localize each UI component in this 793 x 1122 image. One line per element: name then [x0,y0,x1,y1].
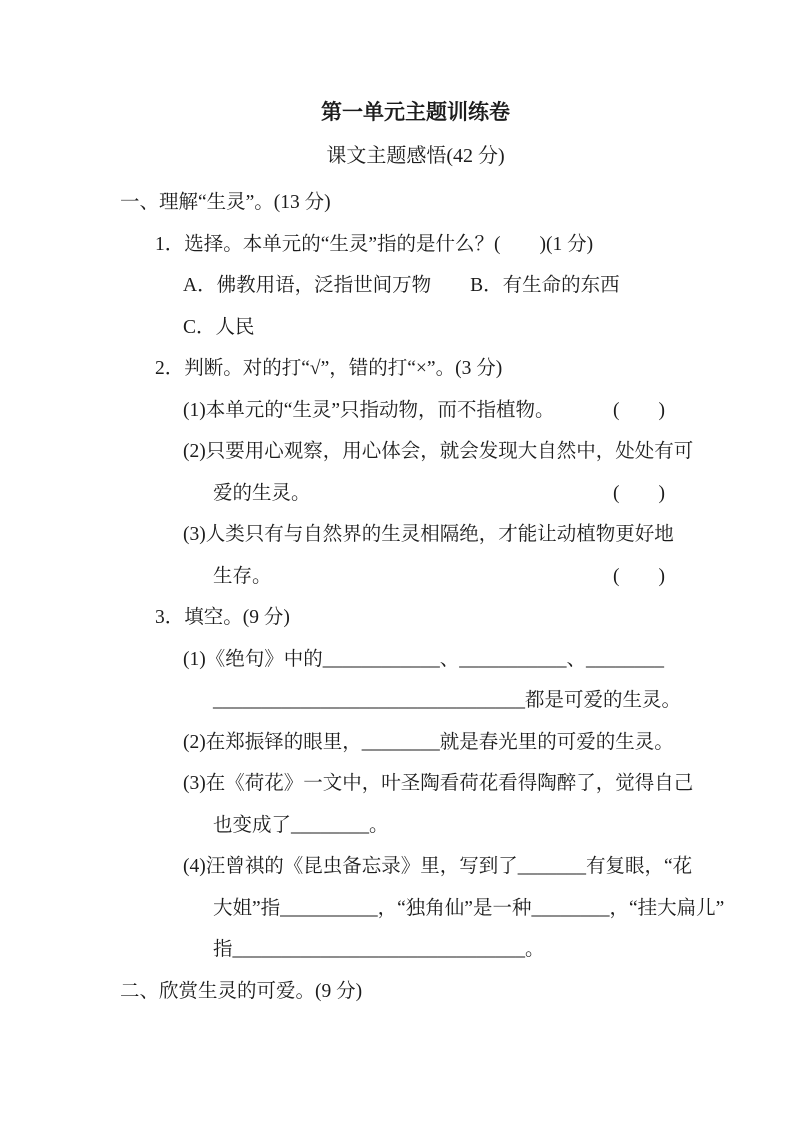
question-1-options-ab [0,265,793,307]
item-text: 爱的生灵。 [213,482,311,504]
item-text: (1)《绝句》中的____________、___________、________ [183,648,664,670]
item-text: (2)在郑振铎的眼里，________就是春光里的可爱的生灵。 [183,731,674,753]
question-3-item-1-cont [0,680,793,722]
item-text: ________________________________都是可爱的生灵。 [213,690,682,711]
heading-text: 二、欣赏生灵的可爱。(9 分) [120,980,363,1002]
question-2-item-3 [0,514,793,556]
item-text: (2)只要用心观察，用心体会，就会发现大自然中，处处有可 [183,441,694,462]
document-body [0,182,793,1012]
question-3-item-3-cont [0,805,793,847]
section-heading-2 [0,971,793,1013]
question-3-item-4 [0,846,793,888]
item-text: (3)人类只有与自然界的生灵相隔绝，才能让动植物更好地 [183,524,674,545]
question-1-option-c [0,307,793,349]
answer-blank: ( ) [613,399,665,421]
question-2 [0,348,793,390]
question-3-item-4-cont1 [0,888,793,930]
item-text: (3)在《荷花》一文中，叶圣陶看荷花看得陶醉了，觉得自己 [183,773,694,794]
item-text: 指______________________________。 [213,939,545,960]
option-text: C．人民 [183,316,255,338]
question-3 [0,597,793,639]
answer-blank: ( ) [613,565,665,587]
question-3-item-2 [0,722,793,764]
item-text: 大姐”指__________，“独角仙”是一种________，“挂大扁儿” [213,897,725,919]
question-text: 1．选择。本单元的“生灵”指的是什么？( )(1 分) [155,233,594,255]
question-3-item-3 [0,763,793,805]
question-3-item-4-cont2 [0,929,793,971]
section-heading-1 [0,182,793,224]
title-block [155,0,676,171]
page-title: 第一单元主题训练卷 [321,100,510,124]
answer-blank: ( ) [613,482,665,504]
question-2-item-3-cont [0,556,793,598]
question-3-item-1 [0,639,793,681]
section-subtitle: 课文主题感悟(42 分) [326,145,505,167]
question-text: 3．填空。(9 分) [155,607,290,628]
question-2-item-2 [0,431,793,473]
item-text: 也变成了________。 [213,814,389,836]
item-text: 生存。 [213,565,272,587]
heading-text: 一、理解“生灵”。(13 分) [120,192,331,213]
question-text: 2．判断。对的打“√”，错的打“×”。(3 分) [155,358,503,379]
item-text: (1)本单元的“生灵”只指动物，而不指植物。 [183,399,555,421]
question-2-item-1 [0,390,793,432]
option-text: A．佛教用语，泛指世间万物 B．有生命的东西 [183,275,620,296]
question-2-item-2-cont [0,473,793,515]
item-text: (4)汪曾祺的《昆虫备忘录》里，写到了_______有复眼，“花 [183,856,693,877]
question-1 [0,224,793,266]
